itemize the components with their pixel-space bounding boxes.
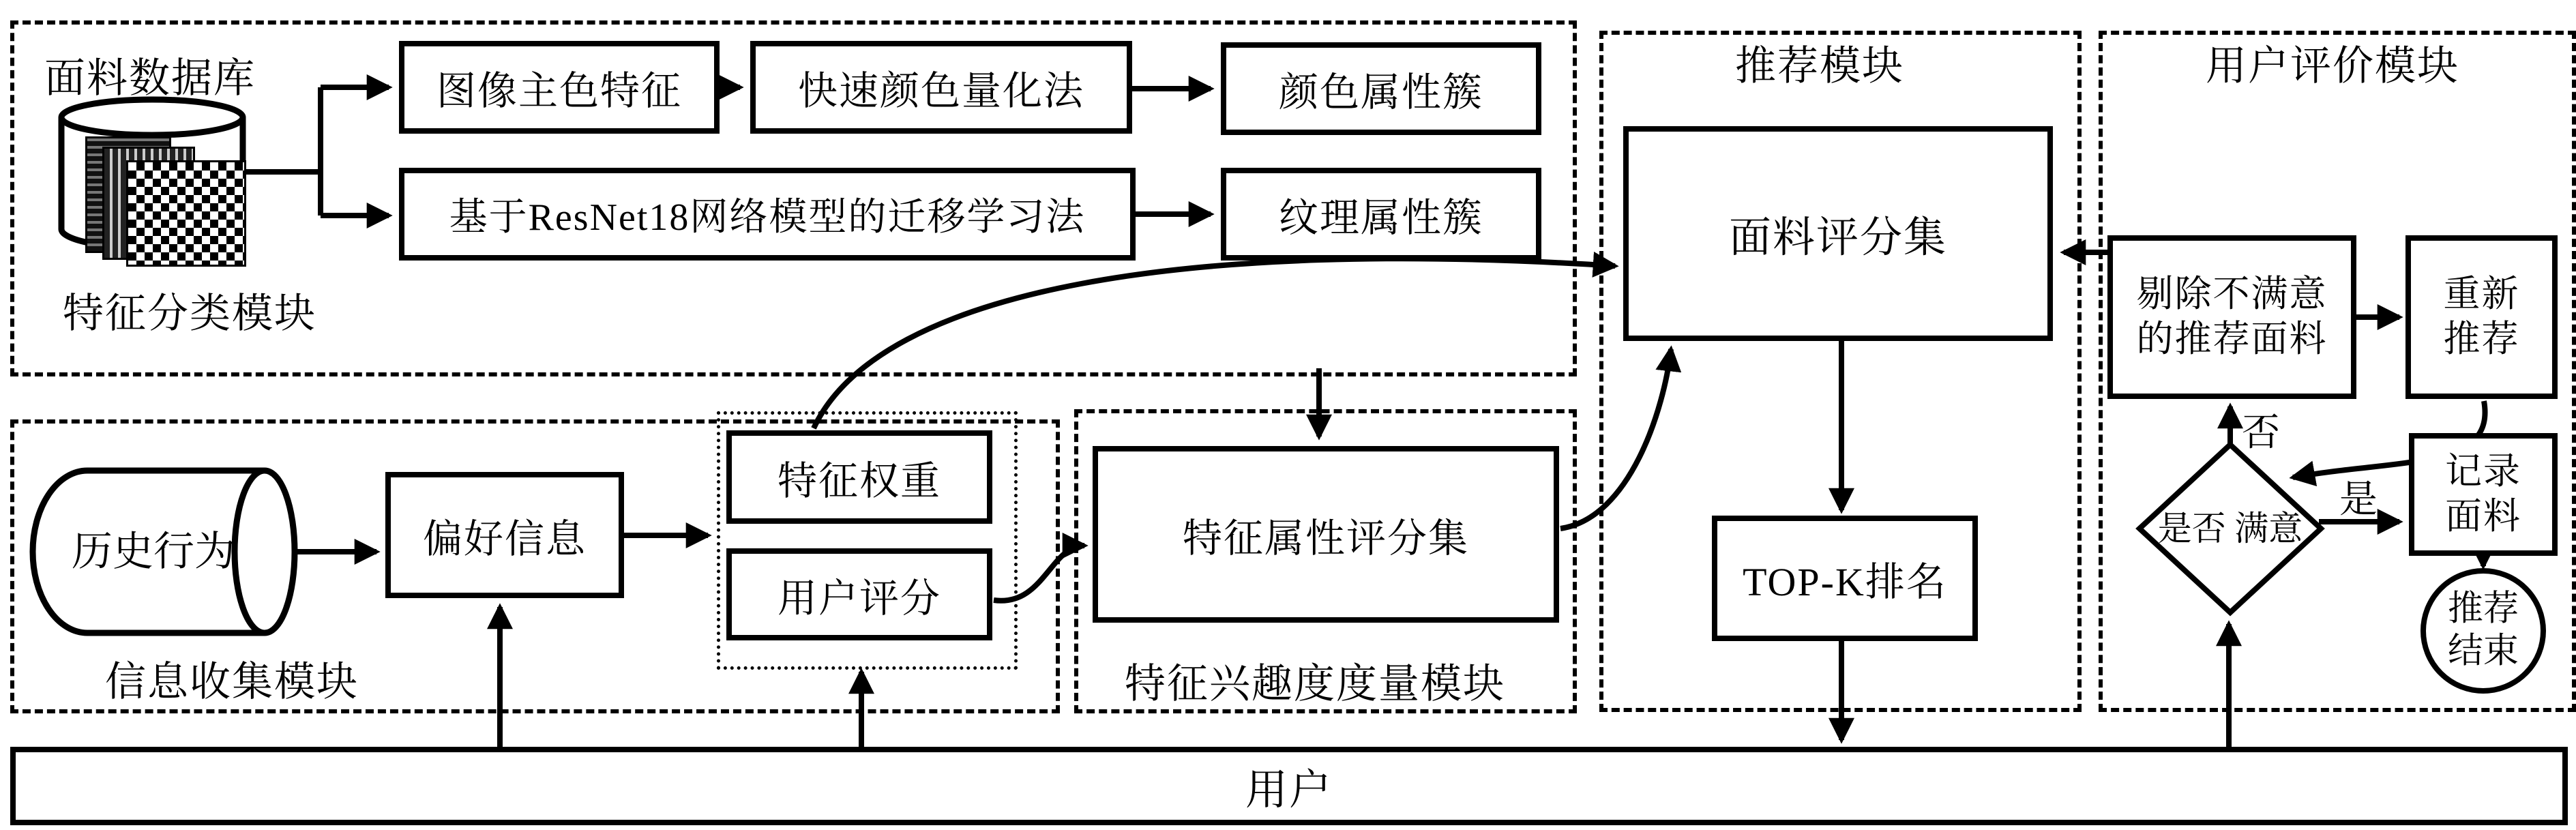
edge-rating-to-attrscore [994,546,1084,601]
fabric-swatch-front [126,160,246,267]
node-user-rating-label: 用户评分 [777,576,941,621]
node-resnet-transfer-learning-label: 基于ResNet18网络模型的迁移学习法 [449,196,1086,239]
edge-db-branch [243,87,321,216]
node-record-fabric [2409,433,2558,556]
history-behavior-label: 历史行为 [72,529,235,574]
node-preference-info [385,472,624,598]
node-image-color-feature [399,41,720,134]
node-remove-unsatisfied-label: 剔除不满意 的推荐面料 [2136,273,2328,359]
node-color-attribute-cluster-label: 颜色属性簇 [1278,70,1483,115]
node-preference-info-label: 偏好信息 [422,516,587,561]
node-texture-attribute-cluster [1221,168,1541,261]
node-remove-unsatisfied [2107,235,2356,399]
node-recommend-end-label [2437,589,2530,674]
node-texture-attribute-cluster-label: 纹理属性簇 [1278,196,1483,240]
node-feature-weight-label: 特征权重 [777,458,941,503]
node-image-color-feature-label: 图像主色特征 [436,69,682,113]
node-fabric-score-set [1623,126,2053,341]
edge-attrscore-to-fabricscore [1560,349,1671,529]
user-bar-label: 用户 [1245,767,1333,814]
node-feature-attribute-score-set [1093,446,1559,623]
module-label-user-evaluation: 用户评价模块 [2206,44,2459,89]
edge-label-no: 否 [2242,412,2280,454]
node-fast-color-quantization [750,41,1132,134]
node-topk-ranking [1712,516,1978,641]
node-fast-color-quantization-label: 快速颜色量化法 [797,69,1084,113]
module-label-info-collection: 信息收集模块 [105,659,359,705]
module-label-feature-classification: 特征分类模块 [63,291,316,336]
user-bar [10,747,2568,825]
node-record-fabric-label: 记录 面料 [2445,451,2521,537]
module-label-recommendation: 推荐模块 [1735,44,1904,89]
node-topk-ranking-label: TOP-K排名 [1743,560,1947,604]
node-feature-attribute-score-set-label: 特征属性评分集 [1182,516,1469,561]
module-label-interest-measure: 特征兴趣度度量模块 [1125,662,1505,707]
node-re-recommend-label: 重新 推荐 [2443,273,2520,359]
recommend-end-text: 推荐 结束 [2447,589,2519,671]
decision-satisfied-text: 是否 满意 [2157,509,2303,548]
node-feature-weight [726,430,992,524]
node-user-rating [726,548,992,640]
node-resnet-transfer-learning [399,168,1136,261]
decision-satisfied-label [2158,508,2303,549]
edge-label-yes: 是 [2339,479,2378,521]
fabric-database-label: 面料数据库 [44,56,256,101]
node-fabric-score-set-label: 面料评分集 [1728,215,1947,261]
edge-weight-to-fabricscore [814,258,1615,428]
node-re-recommend [2405,235,2558,399]
node-color-attribute-cluster [1221,42,1541,135]
